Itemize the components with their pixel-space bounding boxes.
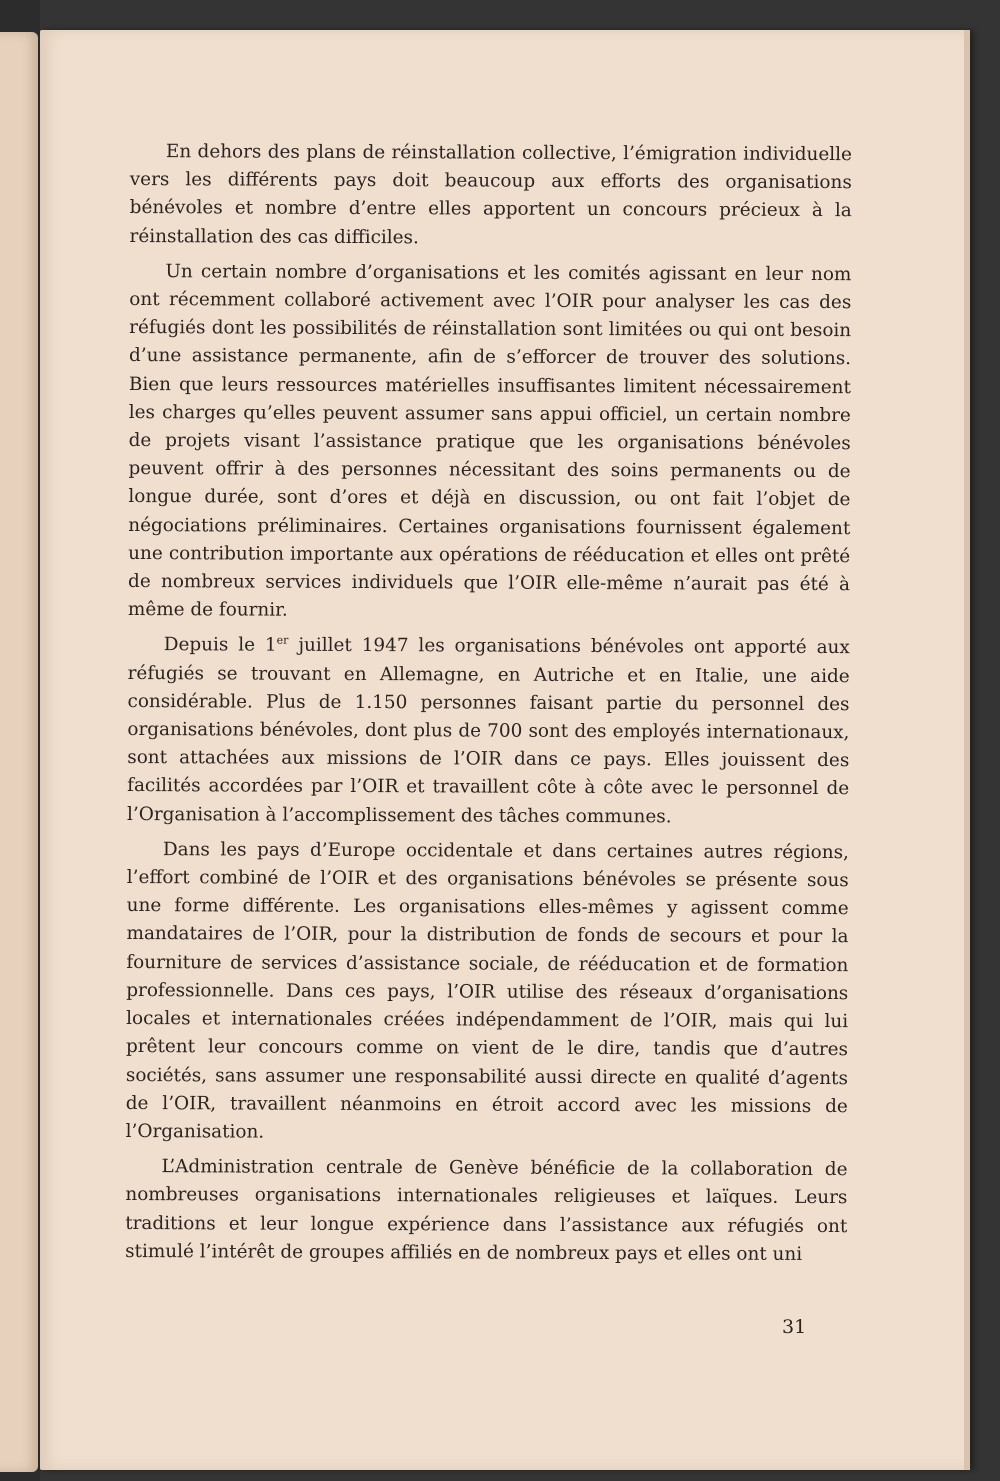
book-page — [40, 30, 970, 1470]
paragraph-3 — [127, 631, 850, 832]
page-right-edge — [964, 30, 970, 1470]
ordinal-superscript: er — [276, 634, 289, 648]
page-text-body — [125, 138, 852, 1276]
paragraph-4: Dans les pays d’Europe occidentale et dans certaines autres régions, l’effort combiné de l’OIR et des organisations bénévoles se présente sous une forme différente. Les organisations elles-mêmes y agissent comme mandataires de l’OIR, pour la distribution de fonds de secours et pour la fourniture de services d’assistance sociale, de rééducation et de formation professionnelle. Dans ces pays, l’OIR utilise des réseaux d’organisations locales et internationales créées indépendamment de l’OIR, mais qui lui prêtent leur concours comme on vient de le dire, tandis que d’autres sociétés, sans assumer une responsabilité aussi directe en qualité d’agents de l’OIR, travaillent néanmoins en étroit accord avec les missions de l’Organisation. — [125, 839, 849, 1143]
left-page-edge — [0, 32, 38, 1472]
paragraph-3-start: Depuis le 1 — [163, 634, 277, 657]
page-number: 31 — [782, 1316, 807, 1338]
paragraph-3-rest: juillet 1947 les organisations bénévoles ont apporté aux réfugiés se trouvant en Allemagne, en Autriche et en Italie, une aide considérable. Plus de 1.150 personnes faisant partie du personnel des organisations bénévoles, dont plus de 700 sont des employés internationaux, sont attachées aux missions de l’OIR dans ce pays. Elles jouissent des facilités accordées par l’OIR et travaillent côte à côte avec le personnel de l’Organisation à l’accomplissement des tâches communes. — [127, 635, 850, 828]
paragraph-1: En dehors des plans de réinstallation collective, l’émigration individuelle vers les différents pays doit beaucoup aux efforts des organisations bénévoles et nombre d’entre elles apportent un concours précieux à la réinstallation des cas difficiles. — [129, 141, 852, 248]
paragraph-2: Un certain nombre d’organisations et les comités agissant en leur nom ont récemment collaboré activement avec l’OIR pour analyser les cas des réfugiés dont les possibilités de réinstallation sont limitées ou qui ont besoin d’une assistance permanente, afin de s’efforcer de trouver des solutions. Bien que leurs ressources matérielles insuffisantes limitent nécessairement les charges qu’elles peuvent assumer sans appui officiel, un certain nombre de projets visant l’assistance pratique que les organisations bénévoles peuvent offrir à des personnes nécessitant des soins permanents ou de longue durée, sont d’ores et déjà en discussion, ou ont fait l’objet de négociations préliminaires. Certaines organisations fournissent également une contribution importante aux opérations de rééducation et elles ont prêté de nombreux services individuels que l’OIR elle-même n’aurait pas été à même de fournir. — [127, 260, 852, 621]
paragraph-5: L’Administration centrale de Genève bénéficie de la collaboration de nombreuses organisations internationales religieuses et laïques. Leurs traditions et leur longue expérience dans l’assistance aux réfugiés ont stimulé l’intérêt de groupes affiliés en de nombreux pays et elles ont uni — [125, 1156, 848, 1265]
